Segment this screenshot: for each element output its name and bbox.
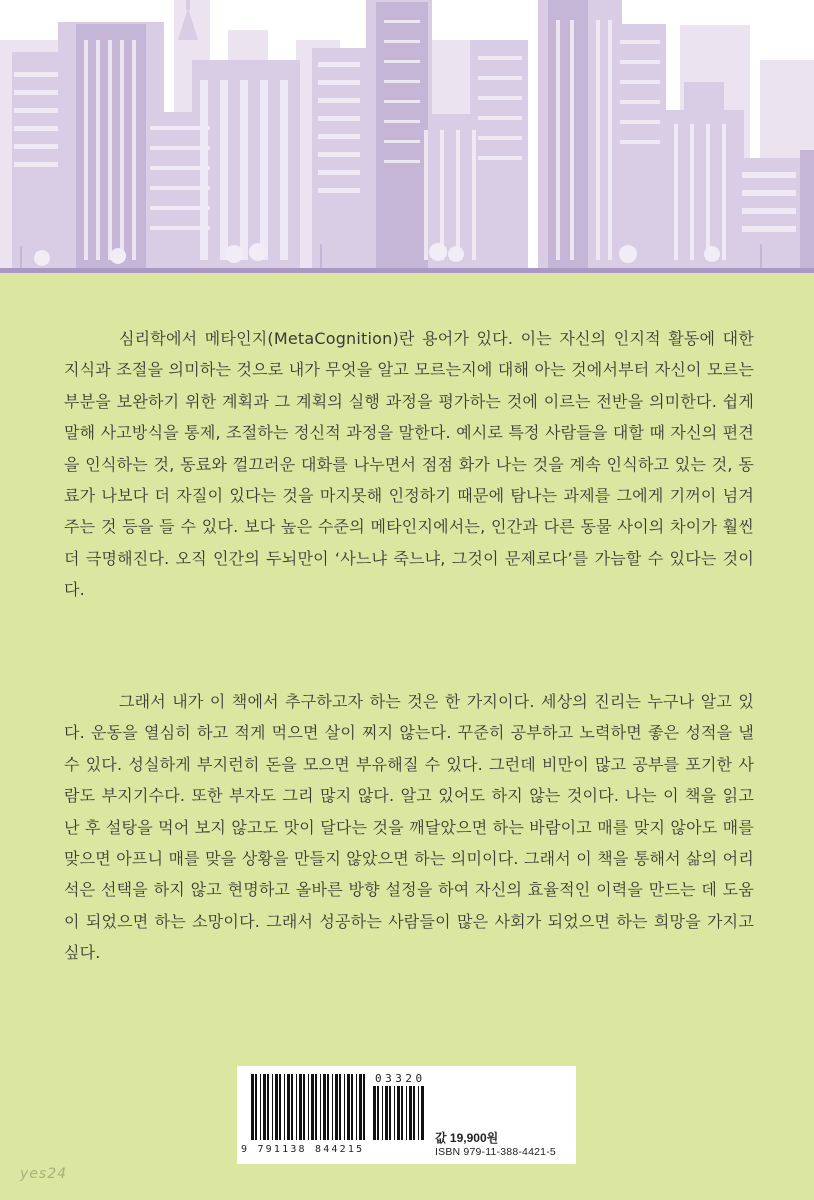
isbn-label: ISBN 979-11-388-4421-5 xyxy=(435,1146,556,1158)
paragraph-metacognition: 심리학에서 메타인지(MetaCognition)란 용어가 있다. 이는 자신의 인지적 활동에 대한 지식과 조절을 의미하는 것으로 내가 무엇을 알고 모르는지에 대해 아는 것에서부터 자신이 모르는 부분을 보완하기 위한 계획과 그 계획의 실행 과정을 평가하는 것에 이르는 전반을 의미한다. 쉽게 말해 사고방식을 통제, 조절하는 정신적 과정을 말한다. 예시로 특정 사람들을 대할 때 자신의 편견을 인식하는 것, 동료와 껄끄러운 대화를 나누면서 점점 화가 나는 것을 계속 인식하고 있는 것, 동료가 나보다 더 자질이 있다는 것을 마지못해 인정하기 때문에 탐나는 과제를 그에게 기꺼이 넘겨주는 것 등을 들 수 있다. 보다 높은 수준의 메타인지에서는, 인간과 다른 동물 사이의 차이가 훨씬 더 극명해진다. 오직 인간의 두뇌만이 ‘사느냐 죽느냐, 그것이 문제로다’를 가늠할 수 있다는 것이다. xyxy=(64,329,754,600)
paragraph-book-purpose: 그래서 내가 이 책에서 추구하고자 하는 것은 한 가지이다. 세상의 진리는 누구나 알고 있다. 운동을 열심히 하고 적게 먹으면 살이 찌지 않는다. 꾸준히 공부하고 노력하면 좋은 성적을 낼 수 있다. 성실하게 부지런히 돈을 모으면 부유해질 수 있다. 그런데 비만이 많고 공부를 포기한 사람도 부지기수다. 또한 부자도 그리 많지 않다. 알고 있어도 하지 않는 것이다. 나는 이 책을 읽고 난 후 설탕을 먹어 보지 않고도 맛이 달다는 것을 깨달았으면 하는 바람이고 매를 맞지 않아도 매를 맞으면 아프니 매를 맞을 상황을 만들지 않았으면 하는 의미이다. 그래서 이 책을 통해서 삶의 어리석은 선택을 하지 않고 현명하고 올바른 방향 설정을 하여 자신의 효율적인 이력을 만드는 데 도움이 되었으면 하는 소망이다. 그래서 성공하는 사람들이 많은 사회가 되었으면 하는 희망을 가지고 싶다. xyxy=(64,692,754,963)
price-label: 값 19,900원 xyxy=(435,1131,499,1145)
barcode-main-digits: 9 791138 844215 xyxy=(241,1144,365,1155)
yes24-watermark: yes24 xyxy=(20,1166,68,1182)
purpose-paragraph-block xyxy=(64,686,754,969)
barcode-addon-digits: 03320 xyxy=(375,1072,426,1085)
intro-paragraph-block xyxy=(64,323,754,606)
barcode-panel xyxy=(237,1066,576,1164)
city-skyline-illustration xyxy=(0,0,814,273)
